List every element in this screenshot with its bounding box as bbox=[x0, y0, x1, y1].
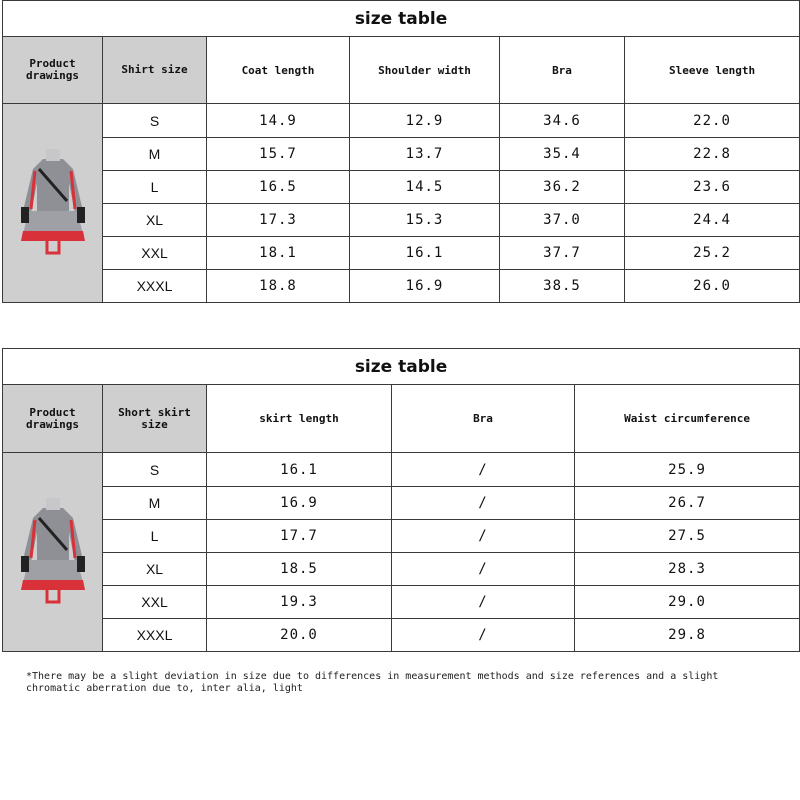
measurement-footnote: *There may be a slight deviation in size due to differences in measurement methods and size references and a slight chromatic aberration due to, inter alia, light bbox=[26, 671, 719, 694]
table-row bbox=[3, 553, 800, 586]
product-drawing-shirt bbox=[3, 104, 103, 303]
value-cell: 26.7 bbox=[575, 487, 800, 520]
shirt-table-title: size table bbox=[3, 1, 800, 37]
table-row bbox=[3, 520, 800, 553]
size-cell: XXL bbox=[103, 237, 207, 270]
size-cell: M bbox=[103, 138, 207, 171]
table-row bbox=[3, 453, 800, 487]
table-row bbox=[3, 204, 800, 237]
header-short-skirt-size: Short skirt size bbox=[103, 385, 207, 453]
header-bra: Bra bbox=[500, 37, 625, 104]
value-cell: 12.9 bbox=[350, 104, 500, 138]
value-cell: 29.0 bbox=[575, 586, 800, 619]
value-cell: / bbox=[392, 487, 575, 520]
value-cell: 36.2 bbox=[500, 171, 625, 204]
header-product-drawings: Product drawings bbox=[3, 37, 103, 104]
value-cell: 14.9 bbox=[207, 104, 350, 138]
value-cell: 27.5 bbox=[575, 520, 800, 553]
value-cell: 22.8 bbox=[625, 138, 800, 171]
table-row bbox=[3, 586, 800, 619]
size-cell: XXXL bbox=[103, 270, 207, 303]
table-row bbox=[3, 237, 800, 270]
value-cell: / bbox=[392, 619, 575, 652]
header-product-drawings: Product drawings bbox=[3, 385, 103, 453]
value-cell: 34.6 bbox=[500, 104, 625, 138]
table-row bbox=[3, 619, 800, 652]
table-row bbox=[3, 104, 800, 138]
value-cell: 15.3 bbox=[350, 204, 500, 237]
table-row bbox=[3, 270, 800, 303]
value-cell: 23.6 bbox=[625, 171, 800, 204]
skirt-size-table bbox=[2, 348, 800, 652]
value-cell: 16.1 bbox=[207, 453, 392, 487]
value-cell: 18.5 bbox=[207, 553, 392, 586]
value-cell: / bbox=[392, 520, 575, 553]
size-cell: XL bbox=[103, 553, 207, 586]
value-cell: 25.9 bbox=[575, 453, 800, 487]
header-waist-circumference: Waist circumference bbox=[575, 385, 800, 453]
value-cell: 16.5 bbox=[207, 171, 350, 204]
size-cell: L bbox=[103, 520, 207, 553]
value-cell: 25.2 bbox=[625, 237, 800, 270]
table-row bbox=[3, 171, 800, 204]
table-row bbox=[3, 487, 800, 520]
size-cell: XXL bbox=[103, 586, 207, 619]
size-cell: XXXL bbox=[103, 619, 207, 652]
header-coat-length: Coat length bbox=[207, 37, 350, 104]
size-cell: M bbox=[103, 487, 207, 520]
value-cell: 16.9 bbox=[207, 487, 392, 520]
value-cell: 24.4 bbox=[625, 204, 800, 237]
value-cell: 18.1 bbox=[207, 237, 350, 270]
value-cell: 14.5 bbox=[350, 171, 500, 204]
value-cell: 17.7 bbox=[207, 520, 392, 553]
value-cell: 16.9 bbox=[350, 270, 500, 303]
value-cell: 38.5 bbox=[500, 270, 625, 303]
value-cell: / bbox=[392, 586, 575, 619]
size-cell: L bbox=[103, 171, 207, 204]
header-shoulder-width: Shoulder width bbox=[350, 37, 500, 104]
value-cell: 20.0 bbox=[207, 619, 392, 652]
skirt-table-title: size table bbox=[3, 349, 800, 385]
outfit-illustration-icon bbox=[13, 141, 93, 261]
value-cell: 15.7 bbox=[207, 138, 350, 171]
value-cell: 17.3 bbox=[207, 204, 350, 237]
value-cell: 37.7 bbox=[500, 237, 625, 270]
value-cell: / bbox=[392, 553, 575, 586]
value-cell: / bbox=[392, 453, 575, 487]
value-cell: 22.0 bbox=[625, 104, 800, 138]
value-cell: 37.0 bbox=[500, 204, 625, 237]
table-row bbox=[3, 138, 800, 171]
value-cell: 29.8 bbox=[575, 619, 800, 652]
header-bra: Bra bbox=[392, 385, 575, 453]
header-shirt-size: Shirt size bbox=[103, 37, 207, 104]
size-cell: S bbox=[103, 104, 207, 138]
value-cell: 16.1 bbox=[350, 237, 500, 270]
value-cell: 19.3 bbox=[207, 586, 392, 619]
header-skirt-length: skirt length bbox=[207, 385, 392, 453]
value-cell: 35.4 bbox=[500, 138, 625, 171]
value-cell: 26.0 bbox=[625, 270, 800, 303]
size-cell: S bbox=[103, 453, 207, 487]
outfit-illustration-icon bbox=[13, 490, 93, 610]
value-cell: 13.7 bbox=[350, 138, 500, 171]
header-sleeve-length: Sleeve length bbox=[625, 37, 800, 104]
value-cell: 28.3 bbox=[575, 553, 800, 586]
product-drawing-skirt bbox=[3, 453, 103, 652]
size-cell: XL bbox=[103, 204, 207, 237]
shirt-size-table bbox=[2, 0, 800, 303]
value-cell: 18.8 bbox=[207, 270, 350, 303]
